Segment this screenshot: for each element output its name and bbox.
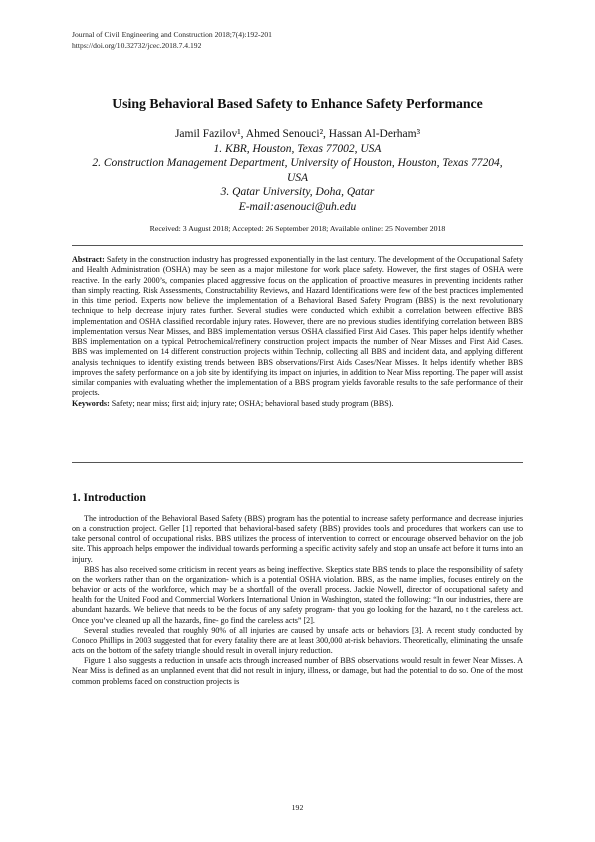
body-paragraph: Several studies revealed that roughly 90% of all injuries are caused by unsafe acts or behaviors [3]. A recent study conducted by Conoco Phillips in 2003 suggested that for every fatality there are at least 300,000 at-risk behaviors. Theoretically, eliminating the unsafe acts on the bottom of the safety triangle should result in overall injury reduction. [72,625,523,656]
doi-link[interactable]: https://doi.org/10.32732/jcec.2018.7.4.192 [72,41,202,50]
keywords-label: Keywords: [72,398,110,408]
abstract-text: Safety in the construction industry has progressed exponentially in the last century. The development of the Occupational Safety and Health Administration (OSHA) may be seen as a major milestone for work place safety. However, the first stages of OSHA were reactive. In the early 2000’s, companies placed aggressive focus on the application of proactive measures in preventing incidents rather than simply reacting. Risk Assessments, Constructability Reviews, and Hazard Identifications were few of the best practices implemented in this time period. Experts now believe the implementation of a Behavioral Based Safety Program (BBS) is the next revolutionary technique to help decrease injury rates further. Several studies were conducted which exhibit a correlation between effective BBS implementation and OSHA classified recordable injury rates. However, there are no previous studies identifying correlation between BBS implementation versus Near Misses, and BBS implementation versus OSHA classified First Aid Cases. This paper helps identify whether BBS implementation on a typical Petrochemical/refinery construction project impacts the number of Near Misses and First Aid Cases. BBS was implemented on 14 different construction projects within Technip, collecting all BBS and incident data, and applying different analysis techniques to identify existing trends between BBS observations/First Aids Cases/Near Misses. It helps identify whether BBS improves the safety performance on a job site by identifying its impact on injuries, in addition to Near Miss reporting. The paper will assist similar companies with evaluating whether the implementation of a BBS program yields favorable results to the safe performance of their projects. [72,255,523,398]
keywords-text: Safety; near miss; first aid; injury rate; OSHA; behavioral based study program (BBS). [111,398,394,408]
journal-header [72,29,272,51]
abstract-block [72,255,523,409]
author-block [66,127,529,215]
section-heading: 1. Introduction [72,492,146,504]
page-number: 192 [291,803,304,812]
affiliation-2: 2. Construction Management Department, University of Houston, Houston, Texas 77204, [92,157,503,170]
author-names: Jamil Fazilov¹, Ahmed Senouci², Hassan Al-Derham³ [174,128,421,140]
received-dates: Received: 3 August 2018; Accepted: 26 September 2018; Available online: 25 November 2018 [149,224,446,233]
abstract-top-rule [72,245,523,246]
abstract-label: Abstract: [72,255,105,264]
paper-title: Using Behavioral Based Safety to Enhance Safety Performance [112,96,483,111]
corresponding-email[interactable]: E-mail:asenouci@uh.edu [238,200,357,213]
body-paragraph: The introduction of the Behavioral Based Safety (BBS) program has the potential to increase safety performance and decrease injuries on a construction project. Geller [1] reported that behavioral-based safety (BBS) provides tools and procedures that workers can use to take personal control of occupational risks. BBS utilizes the process of intervention to correct or encourage observed behavior on the job site. This approach helps empower the individual towards performing a specific activity safely and stop an unsafe act before it turns into an injury. [72,514,523,564]
affiliation-2-continued: USA [286,171,309,184]
abstract-bottom-rule [72,462,523,463]
affiliation-3: 3. Qatar University, Doha, Qatar [220,186,375,199]
section-body [72,514,523,687]
affiliation-1: 1. KBR, Houston, Texas 77002, USA [213,142,382,155]
journal-citation: Journal of Civil Engineering and Construction 2018;7(4):192-201 [72,30,272,39]
body-paragraph: BBS has also received some criticism in recent years as being ineffective. Skeptics state BBS tends to place the responsibility of safety on the workers rather than on the organization- which is a potential OSHA violation. BBS, as the name implies, focuses entirely on the behavior or acts of the workforce, which may be a shortfall of the overall process. Jackie Nowell, director of occupational safety and health for the United Food and Commercial Workers International Union in Washington, stated the following: “In our industries, there are abundant hazards. We believe that needs to be the focus of any safety program- that you go looking for the hazard, no t the careless act. Once you’ve cleaned up all the hazards, fine- go find the careless acts” [2]. [72,564,523,625]
body-paragraph: Figure 1 also suggests a reduction in unsafe acts through increased number of BBS observations would result in fewer Near Misses. A Near Miss is defined as an unplanned event that did not result in injury, illness, or damage, but had the potential to do so. One of the most common problems faced on construction projects is [72,656,523,686]
